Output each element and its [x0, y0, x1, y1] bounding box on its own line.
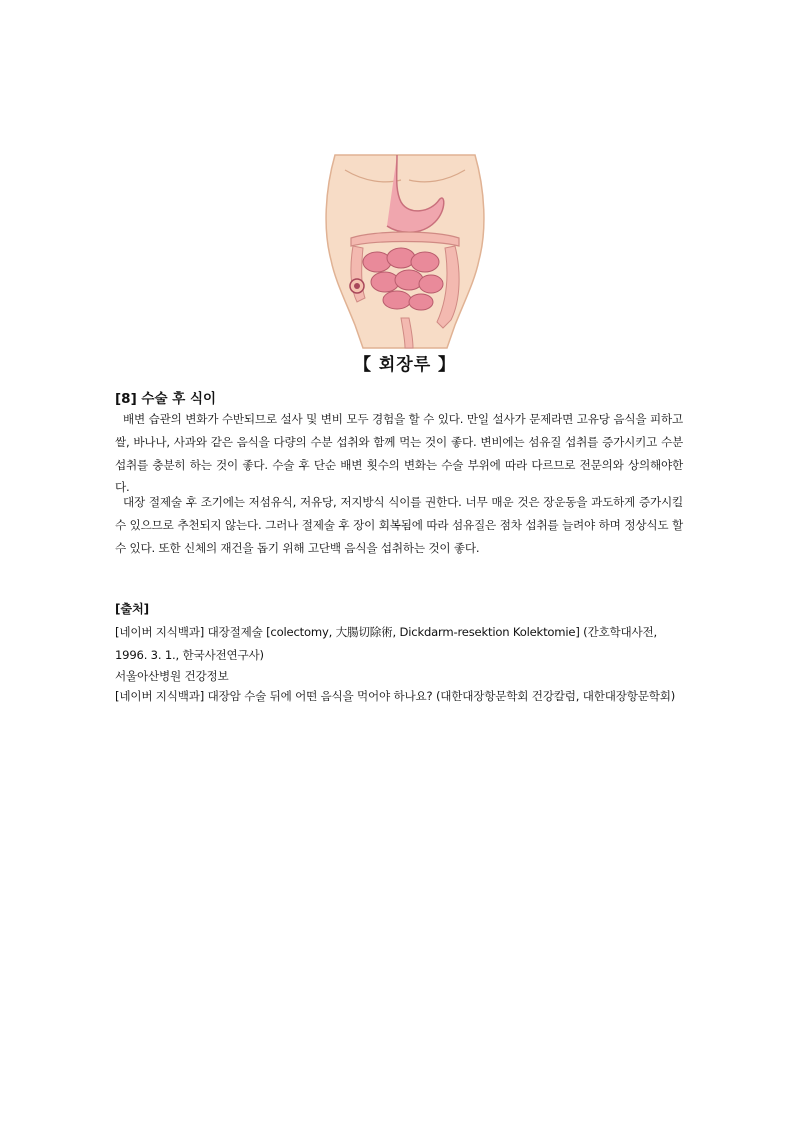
- torso-digestive-illustration-icon: [305, 150, 505, 350]
- source-item: [네이버 지식백과] 대장암 수술 뒤에 어떤 음식을 먹어야 하나요? (대한대장항문학회 건강칼럼, 대한대장항문학회): [115, 689, 676, 703]
- figure-caption: 【 회장루 】: [353, 355, 457, 375]
- paragraph-post-surgery-diet: 대장 절제술 후 조기에는 저섬유식, 저유당, 저지방식 식이를 권한다. 너무 매운 것은 장운동을 과도하게 증가시킬 수 있으므로 추천되지 않는다. 그러나 절제술 후 장이 회복됨에 따라 섬유질은 점차 섭취를 늘려야 하며 정상식도 할 수 있다. 또한 신체의 재건을 돕기 위해 고단백 음식을 섭취하는 것이 좋다.: [115, 495, 683, 555]
- ileostomy-figure: [305, 150, 505, 382]
- section-heading: [8] 수술 후 식이: [115, 391, 217, 407]
- source-item: 서울아산병원 건강정보: [115, 669, 229, 683]
- source-item: [네이버 지식백과] 대장절제술 [colectomy, 大腸切除術, Dickdarm-resektion Kolektomie] (간호학대사전, 1996. 3. 1., 한국사전연구사): [115, 625, 657, 662]
- paragraph-diet-bowel-changes: 배변 습관의 변화가 수반되므로 설사 및 변비 모두 경험을 할 수 있다. 만일 설사가 문제라면 고유당 음식을 피하고 쌀, 바나나, 사과와 같은 음식을 다량의 수분 섭취와 함께 먹는 것이 좋다. 변비에는 섬유질 섭취를 증가시키고 수분 섭취를 충분히 하는 것이 좋다. 수술 후 단순 배변 횟수의 변화는 수술 부위에 따라 다르므로 전문의와 상의해야한다.: [115, 412, 683, 495]
- sources-heading: [출처]: [115, 602, 150, 616]
